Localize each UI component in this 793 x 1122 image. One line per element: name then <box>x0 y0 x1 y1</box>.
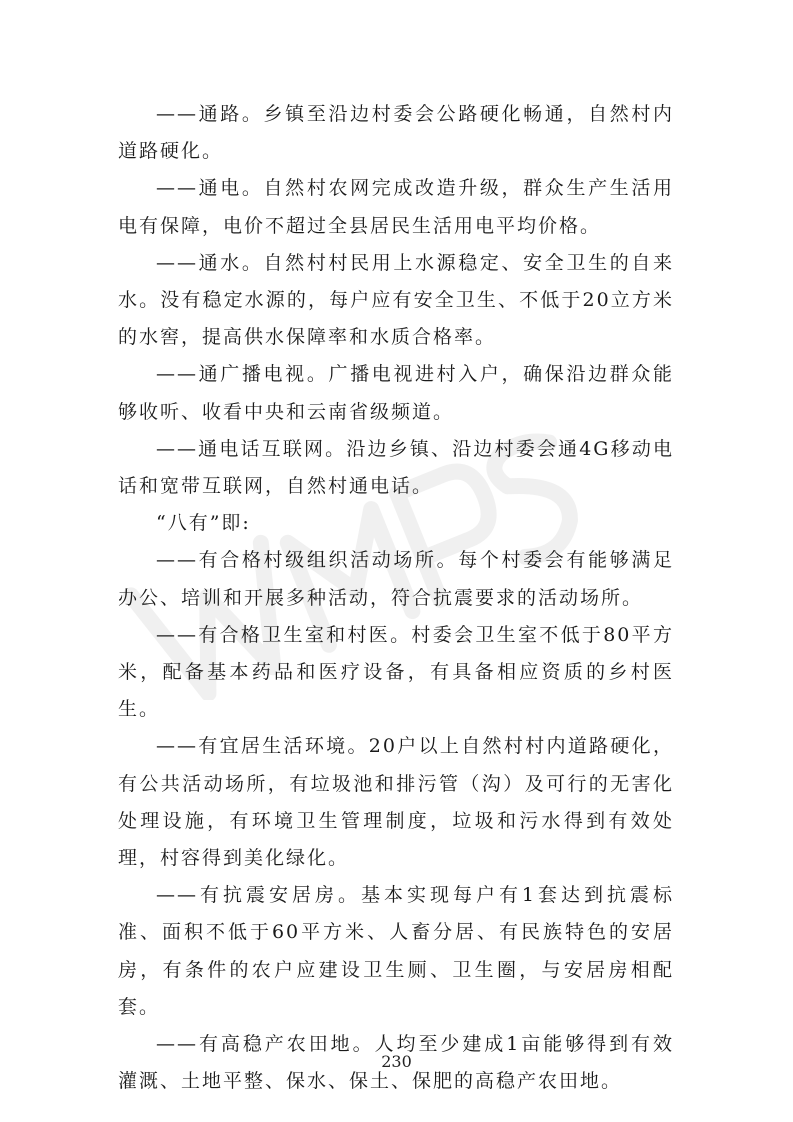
paragraph-electricity: ——通电。自然村农网完成改造升级，群众生产生活用电有保障，电价不超过全县居民生活用电平均价格。 <box>118 177 674 237</box>
page-number: 230 <box>381 1052 412 1071</box>
paragraph-clinic-doctor: ——有合格卫生室和村医。村委会卫生室不低于80平方米，配备基本药品和医疗设备，有具备相应资质的乡村医生。 <box>118 623 674 721</box>
paragraph-living-environment: ——有宜居生活环境。20户以上自然村村内道路硬化，有公共活动场所，有垃圾池和排污管（沟）及可行的无害化处理设施，有环境卫生管理制度，垃圾和污水得到有效处理，村容得到美化绿化。 <box>118 735 674 870</box>
paragraph-road: ——通路。乡镇至沿边村委会公路硬化畅通，自然村内道路硬化。 <box>118 103 674 163</box>
paragraph-water: ——通水。自然村村民用上水源稳定、安全卫生的自来水。没有稳定水源的，每户应有安全卫生、不低于20立方米的水窖，提高供水保障率和水质合格率。 <box>118 251 674 349</box>
paragraph-telecom-internet: ——通电话互联网。沿边乡镇、沿边村委会通4G移动电话和宽带互联网，自然村通电话。 <box>118 437 674 498</box>
paragraph-village-activity-venue: ——有合格村级组织活动场所。每个村委会有能够满足办公、培训和开展多种活动，符合抗震要求的活动场所。 <box>118 549 674 609</box>
paragraph-broadcast-tv: ——通广播电视。广播电视进村入户，确保沿边群众能够收听、收看中央和云南省级频道。 <box>118 363 674 423</box>
paragraph-farmland: ——有高稳产农田地。人均至少建成1亩能够得到有效灌溉、土地平整、保水、保土、保肥的高稳产农田地。 <box>118 1033 674 1093</box>
paragraph-earthquake-housing: ——有抗震安居房。基本实现每户有1套达到抗震标准、面积不低于60平方米、人畜分居、有民族特色的安居房，有条件的农户应建设卫生厕、卫生圈，与安居房相配套。 <box>118 884 674 1018</box>
paragraph-eight-haves-heading: “八有”即: <box>156 512 251 535</box>
document-body <box>118 96 674 1100</box>
